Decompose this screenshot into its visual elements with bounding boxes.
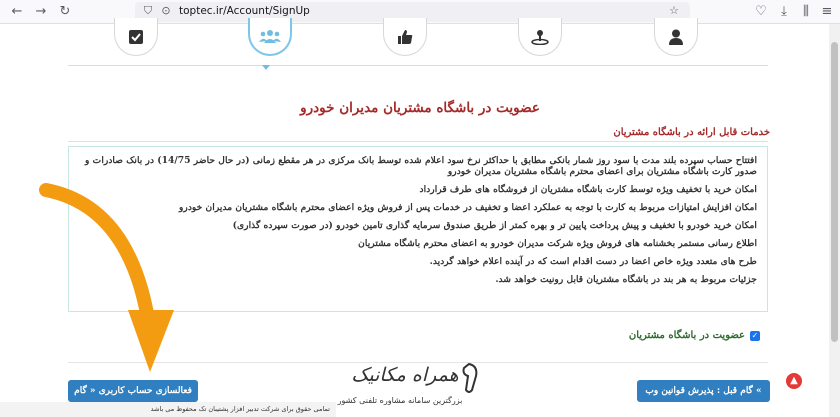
watermark-subtitle: بزرگترین سامانه مشاوره تلفنی کشور: [337, 396, 463, 405]
page-scrollbar[interactable]: [829, 24, 840, 417]
reload-icon[interactable]: ↻: [59, 4, 71, 19]
list-item: افتتاح حساب سپرده بلند مدت با سود روز شمار بانکی مطابق با حداکثر نرخ سود اعلام شده توسط بانک مرکزی در هر مقطع زمانی (در حال حاضر 14/75) در بانک صادرات و صدور کارت باشگاه مشتریان برای اعضای محترم باشگاه مشتریان مدیران خودرو: [85, 155, 757, 177]
downloads-icon[interactable]: ⤓: [781, 4, 787, 19]
step-account[interactable]: [654, 18, 698, 56]
lock-icon[interactable]: ⊙: [161, 4, 171, 17]
page-title: عضویت در باشگاه مشتریان مدیران خودرو: [300, 100, 540, 116]
list-item: طرح های متعدد ویژه خاص اعضا در دست اقدام است که در آینده اعلام خواهد گردید.: [429, 256, 757, 267]
watermark-title: همراه مکانیک: [351, 364, 459, 386]
url-text[interactable]: toptec.ir/Account/SignUp: [179, 5, 310, 17]
users-icon: [259, 29, 281, 43]
membership-checkbox-row[interactable]: [629, 330, 760, 341]
user-icon: [669, 29, 683, 45]
steps-divider: [68, 65, 768, 66]
section-divider: [68, 141, 768, 142]
forward-arrow-icon[interactable]: →: [35, 4, 47, 19]
shield-icon[interactable]: ⛉: [143, 4, 153, 17]
step-location[interactable]: [518, 18, 562, 56]
back-arrow-icon[interactable]: ←: [11, 4, 23, 19]
arrow-up-icon: ▲: [790, 375, 798, 386]
scrollbar-thumb[interactable]: [831, 42, 838, 342]
step-rules[interactable]: [383, 18, 427, 56]
list-item: جزئیات مربوط به هر بند در باشگاه مشتریان قابل رونیت خواهد شد.: [495, 274, 757, 285]
bookmark-star-icon[interactable]: ☆: [669, 4, 679, 17]
next-step-button[interactable]: فعالسازی حساب کاربری « گام: [68, 380, 198, 402]
scroll-top-button[interactable]: [786, 373, 802, 389]
checkbox-icon: [129, 30, 143, 44]
membership-checkbox[interactable]: ✓: [751, 330, 759, 340]
watermark-logo: [320, 360, 480, 415]
step-confirm[interactable]: [114, 18, 158, 56]
section-title: خدمات قابل ارائه در باشگاه مشتریان: [613, 127, 770, 138]
prev-step-button[interactable]: » گام قبل : پذیرش قوانین وب سایت: [637, 380, 770, 402]
list-item: اطلاع رسانی مستمر بخشنامه های فروش ویژه شرکت مدیران خودرو به اعضای محترم باشگاه مشتریان: [358, 238, 757, 249]
step-club[interactable]: [248, 18, 292, 56]
list-item: امکان خرید خودرو با تخفیف و پیش پرداخت پایین تر و بهره کمتر از طریق صندوق سرمایه گذاری تامین خودرو (در صورت سپرده گذاری): [232, 220, 757, 231]
menu-icon[interactable]: ≡: [821, 4, 833, 19]
thumbs-up-icon: [397, 29, 413, 45]
orange-arrow-icon: [38, 182, 208, 382]
pocket-icon[interactable]: ♡: [755, 4, 767, 19]
list-item: امکان خرید با تخفیف ویژه توسط کارت باشگاه مشتریان از فروشگاه های طرف قرارداد: [419, 184, 757, 195]
membership-checkbox-label[interactable]: عضویت در باشگاه مشتریان: [628, 330, 745, 341]
list-item: امکان افزایش امتیازات مربوط به کارت با توجه به عملکرد اعضا و تخفیف در خدمات پس از فروش ویژه اعضای محترم باشگاه مشتریان مدیران خودرو: [178, 202, 757, 213]
active-step-indicator: [262, 65, 270, 70]
location-icon: [531, 29, 549, 45]
copyright-footer: تمامی حقوق برای شرکت تدبیر افزار پشتیبان تک محفوظ می باشد: [0, 402, 336, 417]
library-icon[interactable]: ⫼: [803, 4, 809, 19]
